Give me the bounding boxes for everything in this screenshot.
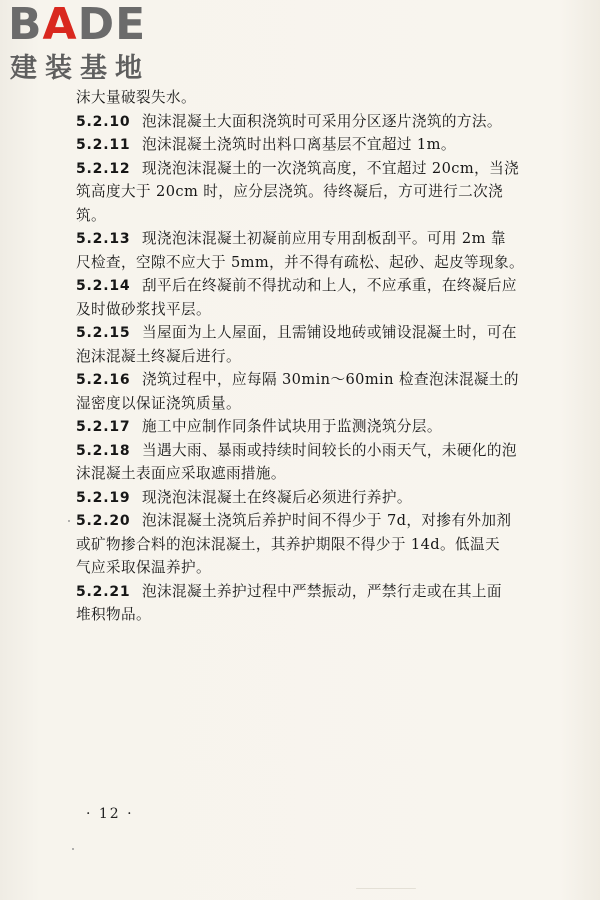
clause-text: 泡沫混凝土养护过程中严禁振动，严禁行走或在其上面 <box>142 582 502 600</box>
text-line: 尺检查，空隙不应大于 5mm，并不得有疏松、起砂、起皮等现象。 <box>76 253 525 271</box>
clause-text: 泡沫混凝土浇筑时出料口离基层不宜超过 1m。 <box>142 136 456 153</box>
text-line: 筑。 <box>76 206 106 224</box>
clause-5-2-20 <box>76 509 552 580</box>
text-line <box>76 274 552 298</box>
text-line: 及时做砂浆找平层。 <box>76 300 211 318</box>
text-line: 气应采取保温养护。 <box>76 559 211 576</box>
clause-5-2-15 <box>76 321 552 368</box>
text-line <box>76 509 552 533</box>
bade-logo <box>8 2 178 84</box>
text-line <box>76 439 552 463</box>
clause-5-2-12 <box>76 157 552 228</box>
clause-number: 5.2.17 <box>76 419 131 435</box>
clause-5-2-10 <box>76 110 552 134</box>
clause-5-2-17 <box>76 415 552 439</box>
text-line <box>76 368 552 392</box>
text-line <box>76 133 552 157</box>
text-line: 沫大量破裂失水。 <box>76 89 196 106</box>
text-line: 筑高度大于 20cm 时，应分层浇筑。待终凝后，方可进行二次浇 <box>76 183 504 200</box>
text-line: 泡沫混凝土终凝后进行。 <box>76 347 241 365</box>
clause-number: 5.2.10 <box>76 113 131 130</box>
text-line <box>76 486 552 510</box>
logo-wordmark <box>8 2 146 48</box>
clause-text: 泡沫混凝土大面积浇筑时可采用分区逐片浇筑的方法。 <box>142 112 502 130</box>
text-line <box>76 157 552 181</box>
text-line: 或矿物掺合料的泡沫混凝土，其养护期限不得少于 14d。低温天 <box>76 535 500 553</box>
text-line <box>76 321 552 345</box>
text-line <box>76 110 552 134</box>
clause-text: 泡沫混凝土浇筑后养护时间不得少于 7d，对掺有外加剂 <box>142 512 512 529</box>
logo-letter-a: A <box>42 0 78 50</box>
clause-number: 5.2.18 <box>76 442 131 459</box>
clause-text: 现浇泡沫混凝土初凝前应用专用刮板刮平。可用 2m 靠 <box>142 230 506 247</box>
clause-5-2-18 <box>76 439 552 486</box>
clause-5-2-14 <box>76 274 552 321</box>
clause-number: 5.2.21 <box>76 583 131 600</box>
scan-speck <box>72 848 74 850</box>
text-line <box>76 580 552 604</box>
logo-chinese-text: 建装基地 <box>10 53 150 84</box>
clause-number: 5.2.15 <box>76 325 131 341</box>
clause-5-2-19 <box>76 486 552 510</box>
text-line: 堆积物品。 <box>76 606 151 623</box>
text-line: 沫混凝土表面应采取遮雨措施。 <box>76 465 286 482</box>
clause-number: 5.2.11 <box>76 137 131 153</box>
clause-5-2-11 <box>76 133 552 157</box>
clause-5-2-16 <box>76 368 552 415</box>
clause-number: 5.2.12 <box>76 160 131 177</box>
clause-number: 5.2.16 <box>76 372 131 388</box>
clause-text: 现浇泡沫混凝土的一次浇筑高度，不宜超过 20cm，当浇 <box>142 159 520 177</box>
clause-5-2-13 <box>76 227 552 274</box>
logo-letter-b: B <box>8 0 43 50</box>
document-body <box>76 86 552 627</box>
paragraph-continuation <box>76 86 552 110</box>
logo-letters-de: DE <box>77 0 147 50</box>
scan-speck <box>68 520 70 522</box>
clause-5-2-21 <box>76 580 552 627</box>
clause-text: 当屋面为上人屋面，且需铺设地砖或铺设混凝土时，可在 <box>142 324 517 341</box>
clause-number: 5.2.13 <box>76 231 131 247</box>
clause-text: 当遇大雨、暴雨或持续时间较长的小雨天气，未硬化的泡 <box>142 441 517 459</box>
scan-speck <box>356 888 416 889</box>
clause-number: 5.2.20 <box>76 513 131 529</box>
page-number: · 12 · <box>86 806 134 822</box>
clause-text: 施工中应制作同条件试块用于监测浇筑分层。 <box>142 418 442 435</box>
clause-number: 5.2.19 <box>76 489 131 506</box>
clause-text: 现浇泡沫混凝土在终凝后必须进行养护。 <box>142 488 412 506</box>
text-line <box>76 415 552 439</box>
text-line <box>76 227 552 251</box>
clause-number: 5.2.14 <box>76 278 131 294</box>
clause-text: 刮平后在终凝前不得扰动和上人，不应承重，在终凝后应 <box>142 277 517 294</box>
clause-text: 浇筑过程中，应每隔 30min～60min 检查泡沫混凝土的 <box>142 371 519 388</box>
text-line: 湿密度以保证浇筑质量。 <box>76 394 241 412</box>
